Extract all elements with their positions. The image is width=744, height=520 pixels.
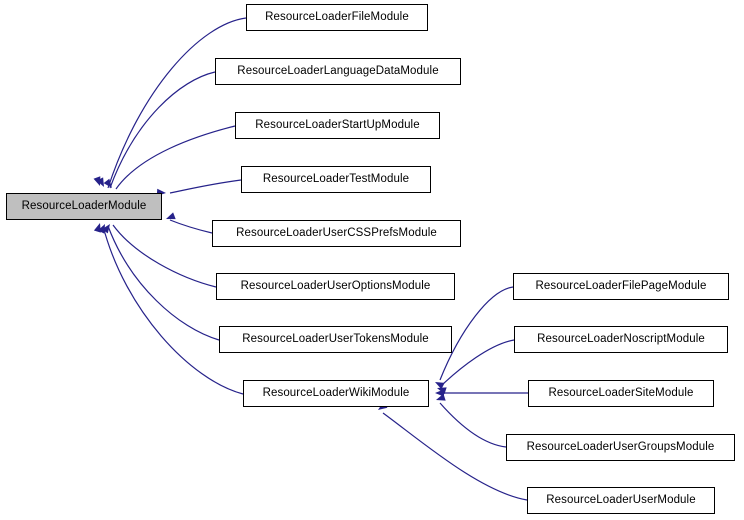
node-useroptions[interactable] xyxy=(216,273,455,300)
node-user[interactable] xyxy=(527,487,715,514)
node-label: ResourceLoaderUserOptionsModule xyxy=(240,279,431,292)
node-label: ResourceLoaderNoscriptModule xyxy=(537,332,705,345)
edge-arrowhead xyxy=(435,394,446,404)
node-label: ResourceLoaderLanguageDataModule xyxy=(237,64,439,77)
node-test[interactable] xyxy=(241,166,431,193)
node-label: ResourceLoaderSiteModule xyxy=(548,386,694,399)
node-label: ResourceLoaderStartUpModule xyxy=(255,118,420,131)
node-wiki[interactable] xyxy=(243,380,429,407)
node-label: ResourceLoaderFilePageModule xyxy=(535,279,707,292)
node-root[interactable] xyxy=(6,193,162,220)
edge-langdata-to-root xyxy=(110,72,215,188)
node-filepage[interactable] xyxy=(513,273,729,300)
node-label: ResourceLoaderUserGroupsModule xyxy=(526,440,715,453)
edge-startup-to-root xyxy=(116,126,235,189)
node-startup[interactable] xyxy=(235,112,440,139)
node-label: ResourceLoaderUserModule xyxy=(546,493,696,506)
node-label: ResourceLoaderWikiModule xyxy=(262,386,410,399)
edge-test-to-root xyxy=(170,180,241,193)
node-langdata[interactable] xyxy=(215,58,461,85)
node-site[interactable] xyxy=(528,380,714,407)
edge-wiki-to-root xyxy=(103,226,243,394)
node-label: ResourceLoaderTestModule xyxy=(262,172,410,185)
edge-usergroups-to-wiki xyxy=(440,403,506,447)
node-label: ResourceLoaderUserTokensModule xyxy=(242,332,429,345)
node-label: ResourceLoaderUserCSSPrefsModule xyxy=(236,226,437,239)
edge-useroptions-to-root xyxy=(113,225,216,287)
node-label: ResourceLoaderModule xyxy=(21,199,147,212)
node-usercssprefs[interactable] xyxy=(212,220,461,247)
node-noscript[interactable] xyxy=(514,326,728,353)
edge-usercssprefs-to-root xyxy=(170,220,212,233)
edge-noscript-to-wiki xyxy=(442,340,514,385)
node-usertokens[interactable] xyxy=(219,326,452,353)
edge-arrowhead xyxy=(165,212,176,222)
node-label: ResourceLoaderFileModule xyxy=(265,10,409,23)
node-file[interactable] xyxy=(246,4,428,31)
node-usergroups[interactable] xyxy=(506,434,735,461)
edge-file-to-root xyxy=(108,18,246,188)
